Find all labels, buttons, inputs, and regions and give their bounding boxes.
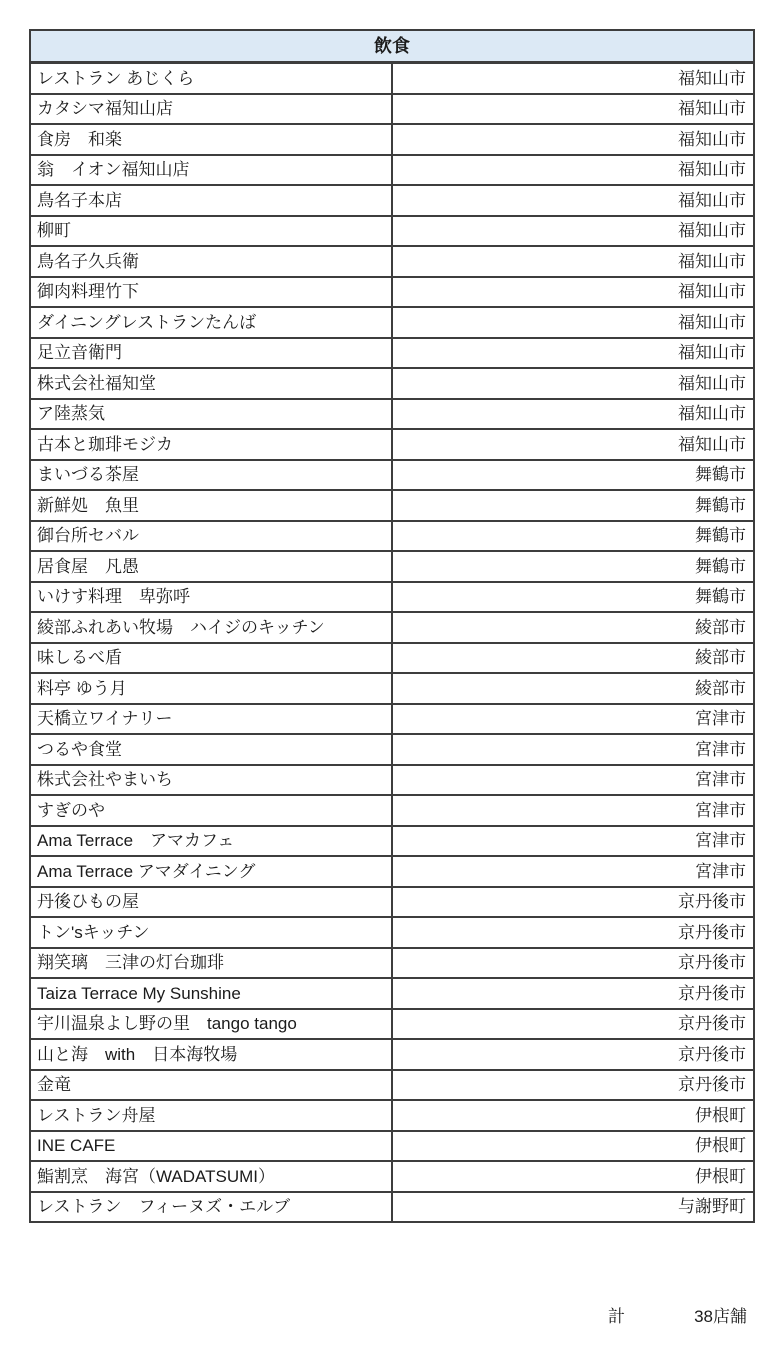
restaurant-name: 古本と珈琲モジカ	[30, 429, 392, 460]
restaurant-name: トン'sキッチン	[30, 917, 392, 948]
city-name: 京丹後市	[392, 978, 754, 1009]
table-row	[30, 917, 754, 948]
restaurant-name: 翔笑璃 三津の灯台珈琲	[30, 948, 392, 979]
city-name: 福知山市	[392, 124, 754, 155]
city-name: 福知山市	[392, 63, 754, 94]
city-name: 福知山市	[392, 94, 754, 125]
restaurant-name: ダイニングレストランたんば	[30, 307, 392, 338]
city-name: 福知山市	[392, 338, 754, 369]
restaurant-name: レストラン舟屋	[30, 1100, 392, 1131]
city-name: 宮津市	[392, 856, 754, 887]
table-header-row	[30, 30, 754, 63]
table-row	[30, 521, 754, 552]
table-row	[30, 63, 754, 94]
restaurant-name: まいづる茶屋	[30, 460, 392, 491]
restaurant-name: 宇川温泉よし野の里 tango tango	[30, 1009, 392, 1040]
restaurant-name: 味しるべ盾	[30, 643, 392, 674]
city-name: 福知山市	[392, 307, 754, 338]
table-row	[30, 185, 754, 216]
table-row	[30, 1070, 754, 1101]
table-row	[30, 826, 754, 857]
city-name: 福知山市	[392, 216, 754, 247]
restaurant-name: ア陸蒸気	[30, 399, 392, 430]
table-row	[30, 673, 754, 704]
total-row	[29, 1302, 755, 1332]
city-name: 宮津市	[392, 765, 754, 796]
restaurant-name: Ama Terrace アマカフェ	[30, 826, 392, 857]
table-row	[30, 1131, 754, 1162]
city-name: 京丹後市	[392, 1039, 754, 1070]
restaurant-name: Ama Terrace アマダイニング	[30, 856, 392, 887]
restaurant-name: 株式会社やまいち	[30, 765, 392, 796]
city-name: 福知山市	[392, 399, 754, 430]
restaurant-name: 居食屋 凡愚	[30, 551, 392, 582]
table-row	[30, 1192, 754, 1223]
table-row	[30, 1009, 754, 1040]
restaurant-name: 食房 和楽	[30, 124, 392, 155]
city-name: 福知山市	[392, 368, 754, 399]
city-name: 綾部市	[392, 643, 754, 674]
table-row	[30, 94, 754, 125]
table-row	[30, 582, 754, 613]
table-row	[30, 978, 754, 1009]
restaurant-table	[29, 29, 755, 1223]
city-name: 福知山市	[392, 246, 754, 277]
city-name: 福知山市	[392, 429, 754, 460]
total-count: 38店舗	[694, 1307, 747, 1326]
city-name: 綾部市	[392, 673, 754, 704]
total-label: 計	[608, 1307, 625, 1326]
restaurant-name: 柳町	[30, 216, 392, 247]
city-name: 福知山市	[392, 277, 754, 308]
table-row	[30, 1161, 754, 1192]
table-row	[30, 734, 754, 765]
table-row	[30, 795, 754, 826]
city-name: 伊根町	[392, 1100, 754, 1131]
restaurant-name: 新鮮処 魚里	[30, 490, 392, 521]
restaurant-name: すぎのや	[30, 795, 392, 826]
restaurant-name: カタシマ福知山店	[30, 94, 392, 125]
city-name: 京丹後市	[392, 948, 754, 979]
city-name: 宮津市	[392, 826, 754, 857]
restaurant-name: 足立音衛門	[30, 338, 392, 369]
restaurant-name: 綾部ふれあい牧場 ハイジのキッチン	[30, 612, 392, 643]
restaurant-name: レストラン あじくら	[30, 63, 392, 94]
table-body	[30, 63, 754, 1223]
restaurant-name: 御台所セバル	[30, 521, 392, 552]
table-row	[30, 1039, 754, 1070]
restaurant-name: 鮨割烹 海宮（WADATSUMI）	[30, 1161, 392, 1192]
city-name: 伊根町	[392, 1131, 754, 1162]
table-row	[30, 216, 754, 247]
table-row	[30, 429, 754, 460]
city-name: 宮津市	[392, 795, 754, 826]
city-name: 京丹後市	[392, 917, 754, 948]
table-row	[30, 490, 754, 521]
city-name: 宮津市	[392, 704, 754, 735]
table-row	[30, 704, 754, 735]
table-row	[30, 307, 754, 338]
table-row	[30, 612, 754, 643]
restaurant-name: 株式会社福知堂	[30, 368, 392, 399]
restaurant-name: Taiza Terrace My Sunshine	[30, 978, 392, 1009]
city-name: 与謝野町	[392, 1192, 754, 1223]
table-row	[30, 460, 754, 491]
table-row	[30, 246, 754, 277]
table-row	[30, 399, 754, 430]
city-name: 京丹後市	[392, 1070, 754, 1101]
city-name: 宮津市	[392, 734, 754, 765]
city-name: 京丹後市	[392, 1009, 754, 1040]
restaurant-name: 御肉料理竹下	[30, 277, 392, 308]
table-row	[30, 338, 754, 369]
restaurant-name: 山と海 with 日本海牧場	[30, 1039, 392, 1070]
city-name: 舞鶴市	[392, 582, 754, 613]
restaurant-name: 鳥名子久兵衛	[30, 246, 392, 277]
restaurant-name: いけす料理 卑弥呼	[30, 582, 392, 613]
table-row	[30, 856, 754, 887]
city-name: 舞鶴市	[392, 551, 754, 582]
table-title: 飲食	[30, 30, 754, 63]
table-row	[30, 277, 754, 308]
restaurant-name: 鳥名子本店	[30, 185, 392, 216]
restaurant-name: INE CAFE	[30, 1131, 392, 1162]
city-name: 福知山市	[392, 185, 754, 216]
restaurant-name: 金竜	[30, 1070, 392, 1101]
city-name: 舞鶴市	[392, 460, 754, 491]
table-row	[30, 155, 754, 186]
restaurant-name: 丹後ひもの屋	[30, 887, 392, 918]
city-name: 伊根町	[392, 1161, 754, 1192]
table-row	[30, 124, 754, 155]
table-row	[30, 551, 754, 582]
restaurant-name: 天橋立ワイナリー	[30, 704, 392, 735]
city-name: 綾部市	[392, 612, 754, 643]
table-row	[30, 643, 754, 674]
city-name: 京丹後市	[392, 887, 754, 918]
city-name: 舞鶴市	[392, 490, 754, 521]
city-name: 舞鶴市	[392, 521, 754, 552]
restaurant-name: レストラン フィーヌズ・エルブ	[30, 1192, 392, 1223]
restaurant-name: 翁 イオン福知山店	[30, 155, 392, 186]
table-row	[30, 765, 754, 796]
table-row	[30, 368, 754, 399]
city-name: 福知山市	[392, 155, 754, 186]
restaurant-name: 料亭 ゆう月	[30, 673, 392, 704]
restaurant-name: つるや食堂	[30, 734, 392, 765]
table-row	[30, 948, 754, 979]
table-row	[30, 887, 754, 918]
table-row	[30, 1100, 754, 1131]
